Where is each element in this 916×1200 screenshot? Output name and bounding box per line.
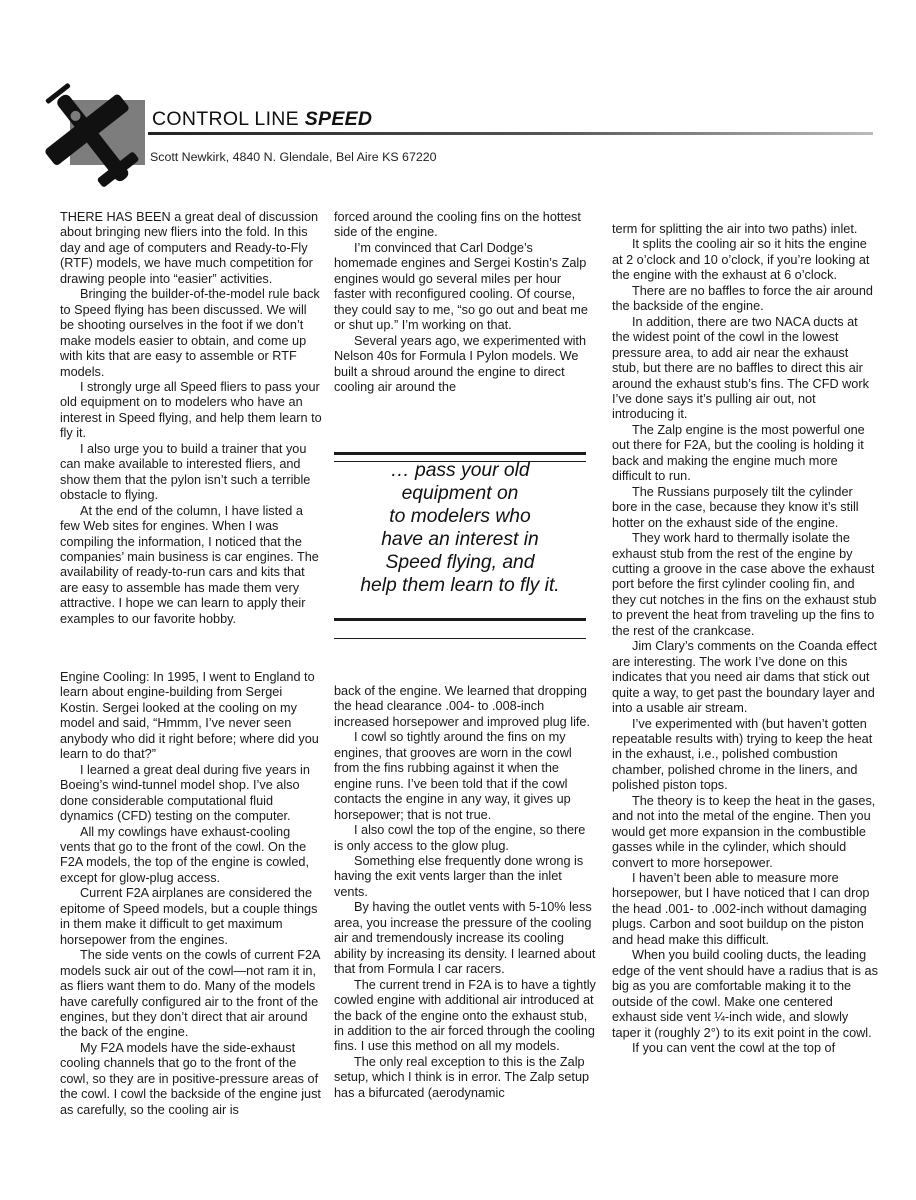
pull-quote-rule <box>334 618 586 621</box>
pull-quote-line: to modelers who <box>389 506 531 527</box>
column-1-bottom <box>60 670 322 1118</box>
column-2-top <box>334 210 596 395</box>
article-paragraph: The only real exception to this is the Zalp setup, which I think is in error. The Zalp setup has a bifurcated (aerodynamic <box>334 1054 590 1100</box>
column-1-top <box>60 210 322 627</box>
article-paragraph: I cowl so tightly around the fins on my engines, that grooves are worn in the cowl from the fins rubbing against it when the engine runs. I’ve been told that if the cowl contacts the engine in any way, it gives up horsepower; that is not true. <box>334 730 572 822</box>
article-paragraph: Bringing the builder-of-the-model rule back to Speed flying has been discussed. We will be shooting ourselves in the foot if we don’t make models easier to obtain, and come up with kits that are easy to assemble or RTF models. <box>60 287 320 379</box>
article-paragraph: I also urge you to build a trainer that you can make available to interested fliers, and show them that the pylon isn’t such a terrible obstacle to flying. <box>60 441 311 503</box>
article-paragraph: I learned a great deal during five years in Boeing’s wind-tunnel model shop. I’ve also done considerable computational fluid dynamics (CFD) testing on the computer. <box>60 762 310 824</box>
pull-quote <box>334 452 586 646</box>
article-paragraph: The theory is to keep the heat in the gases, and not into the metal of the engine. Then you would get more expansion in the combustible gasses while in the cylinder, which should convert to more horsepower. <box>612 793 876 870</box>
pull-quote-line: Speed flying, and <box>385 552 535 573</box>
article-paragraph: forced around the cooling fins on the hottest side of the engine. <box>334 210 581 240</box>
article-paragraph: Engine Cooling: In 1995, I went to England to learn about engine-building from Sergei Kostin. Sergei looked at the cooling on my model and said, “Hmmm, I’ve never seen anybody who did it right before; where did you learn to do that?” <box>60 670 319 762</box>
article-paragraph: I’ve experimented with (but haven’t gotten repeatable results with) trying to keep the heat in the exhaust, i.e., polished combustion chamber, polished chrome in the liners, and polished piston tops. <box>612 716 873 793</box>
pull-quote-line: help them learn to fly it. <box>360 575 560 596</box>
article-paragraph: term for splitting the air into two paths) inlet. <box>612 222 858 236</box>
article-paragraph: The current trend in F2A is to have a tightly cowled engine with additional air introduced at the back of the engine onto the exhaust stub, in addition to the air forced through the cooling fins. I use this method on all my models. <box>334 977 596 1054</box>
article-paragraph: back of the engine. We learned that dropping the head clearance .004- to .008-inch increased horsepower and improved plug life. <box>334 684 591 729</box>
column-2-bottom <box>334 684 596 1101</box>
article-paragraph: My F2A models have the side-exhaust cooling channels that go to the front of the cowl, so they are in positive-pressure areas of the cowl. I cowl the backside of the engine just as carefully, so the cooling air is <box>60 1040 321 1117</box>
article-paragraph: At the end of the column, I have listed a few Web sites for engines. When I was compiling the information, I noticed that the companies’ main business is car engines. The availability of ready-to-run cars and kits that are easy to assemble has made them very attractive. I hope we can learn to apply their examples to our favorite hobby. <box>60 503 319 626</box>
article-paragraph: Jim Clary’s comments on the Coanda effect are interesting. The work I’ve done on this indicates that you need air dams that stick out quite a way, to get past the boundary layer and into a usable air stream. <box>612 639 877 716</box>
pull-quote-text <box>334 459 586 597</box>
article-paragraph: When you build cooling ducts, the leading edge of the vent should have a radius that is as big as you are comfortable making it to the outside of the cowl. Make one centered exhaust side vent ¼-inch wide, and slowly taper it (roughly 2°) to its exit point in the cowl. <box>612 948 878 1040</box>
pull-quote-rule <box>334 452 586 455</box>
article-paragraph: The Zalp engine is the most powerful one out there for F2A, but the cooling is holding it back and making the engine much more difficult to run. <box>612 422 865 484</box>
article-paragraph: There are no baffles to force the air around the backside of the engine. <box>612 283 873 314</box>
article-paragraph: Several years ago, we experimented with Nelson 40s for Formula I Pylon models. We built a shroud around the engine to direct cooling air around the <box>334 333 587 394</box>
article-paragraph: If you can vent the cowl at the top of <box>632 1041 836 1056</box>
title-rule <box>148 132 873 135</box>
pull-quote-line: … pass your old <box>390 460 530 481</box>
article-paragraph: It splits the cooling air so it hits the engine at 2 o’clock and 10 o’clock, if you’re looking at the engine with the exhaust at 6 o’clock. <box>612 237 870 283</box>
article-paragraph: I strongly urge all Speed fliers to pass your old equipment on to modelers who have an interest in Speed flying, and help them learn to fly it. <box>60 379 322 441</box>
article-paragraph: THERE HAS BEEN a great deal of discussion about bringing new fliers into the fold. In this day and age of computers and Ready-to-Fly (RTF) models, we have much competition for drawing people into “easier” activities. <box>60 210 319 286</box>
article-paragraph: The side vents on the cowls of current F2A models suck air out of the cowl—not ram it in, as fliers want them to do. Many of the models have carefully configured air to the front of the engines, but they don’t direct that air around the back of the engine. <box>60 948 320 1040</box>
article-paragraph: The Russians purposely tilt the cylinder bore in the case, because they know it’s still hotter on the exhaust side of the engine. <box>612 484 859 530</box>
pull-quote-line: have an interest in <box>381 529 539 550</box>
column-3 <box>612 222 878 1056</box>
article-paragraph: By having the outlet vents with 5-10% less area, you increase the pressure of the cooling air and tremendously increase its cooling ability by increasing its density. I learned about that from Formula I car racers. <box>334 900 596 977</box>
article-paragraph: Current F2A airplanes are considered the epitome of Speed models, but a couple things in them make it difficult to get maximum horsepower from the engines. <box>60 886 318 947</box>
article-paragraph: I haven’t been able to measure more horsepower, but I have noticed that I can drop the head .001- to .002-inch without damaging plugs. Carbon and soot buildup on the piston and head make this difficult. <box>612 871 870 947</box>
article-paragraph: All my cowlings have exhaust-cooling vents that go to the front of the cowl. On the F2A models, the top of the engine is cowled, except for glow-plug access. <box>60 824 309 885</box>
article-paragraph: They work hard to thermally isolate the exhaust stub from the rest of the engine by cutting a groove in the case above the exhaust port before the first cylinder cooling fin, and they cut notches in the fins on the exhaust stub to prevent the heat from traveling up the fins to the rest of the crankcase. <box>612 531 877 638</box>
airplane-icon <box>30 75 160 205</box>
article-paragraph: In addition, there are two NACA ducts at the widest point of the cowl in the lowest pressure area, to add air near the exhaust stub, but there are no baffles to direct this air around the exhaust stub’s fins. The CFD work I’ve done says it’s pulling air out, not introducing it. <box>612 314 869 422</box>
pull-quote-line: equipment on <box>401 483 519 504</box>
author-byline: Scott Newkirk, 4840 N. Glendale, Bel Aire KS 67220 <box>150 150 437 164</box>
title-italic: SPEED <box>304 108 373 130</box>
page-title <box>152 108 372 131</box>
article-paragraph: I’m convinced that Carl Dodge’s homemade engines and Sergei Kostin’s Zalp engines would go several miles per hour faster with reconfigured cooling. Of course, they could say to me, “so go out and beat me or shut up.” I’m working on that. <box>334 240 588 333</box>
article-paragraph: I also cowl the top of the engine, so there is only access to the glow plug. <box>334 823 586 853</box>
pull-quote-rule <box>334 638 586 639</box>
article-paragraph: Something else frequently done wrong is having the exit vents larger than the inlet vents. <box>334 853 584 899</box>
title-main: CONTROL LINE <box>152 108 305 130</box>
